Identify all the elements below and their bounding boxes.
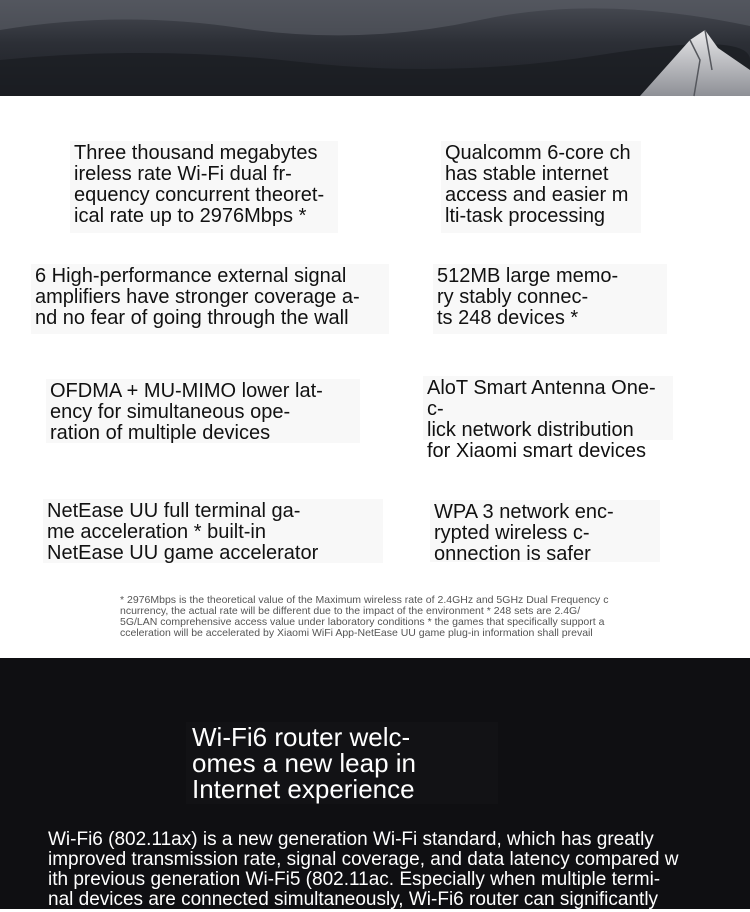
feature-netease-uu: NetEase UU full terminal ga- me acceleration * built-in NetEase UU game accelerator [43, 499, 383, 563]
footnote-disclaimer: * 2976Mbps is the theoretical value of the Maximum wireless rate of 2.4GHz and 5GHz Dual Frequency c ncurrency, the actual rate will be different due to the impact of the environment * 248 sets are 2.4G/ 5G/LAN comprehensive access value under laboratory conditions * the games that specifically support a cceleration will be accelerated by Xiaomi WiFi App-NetEase UU game plug-in information shall prevail [120, 594, 609, 639]
section-title: Wi-Fi6 router welc- omes a new leap in Internet experience [186, 722, 498, 804]
feature-qualcomm-chip: Qualcomm 6-core ch has stable internet access and easier m lti-task processing [441, 141, 641, 233]
mountain-banner-image [0, 0, 750, 96]
feature-wpa3: WPA 3 network enc- rypted wireless c- onnection is safer [430, 500, 660, 562]
feature-aiot-antenna: AloT Smart Antenna One-c- lick network distribution for Xiaomi smart devices [423, 376, 673, 440]
section-body: Wi-Fi6 (802.11ax) is a new generation Wi-Fi standard, which has greatly improved transmission rate, signal coverage, and data latency compared w ith previous generation Wi-Fi5 (802.11ac. Especially when multiple termi- nal devices are connected simultaneously, Wi-Fi6 router can significantly [48, 829, 679, 910]
feature-signal-amplifiers: 6 High-performance external signal amplifiers have stronger coverage a- nd no fear of going through the wall [31, 264, 389, 334]
mountain-icon [0, 0, 750, 96]
feature-wifi-rate: Three thousand megabytes ireless rate Wi-Fi dual fr- equency concurrent theoret- ical rate up to 2976Mbps * [70, 141, 338, 233]
feature-ofdma-mimo: OFDMA + MU-MIMO lower lat- ency for simultaneous ope- ration of multiple devices [46, 379, 360, 443]
wifi6-section [0, 658, 750, 909]
feature-memory: 512MB large memo- ry stably connec- ts 248 devices * [433, 264, 667, 334]
